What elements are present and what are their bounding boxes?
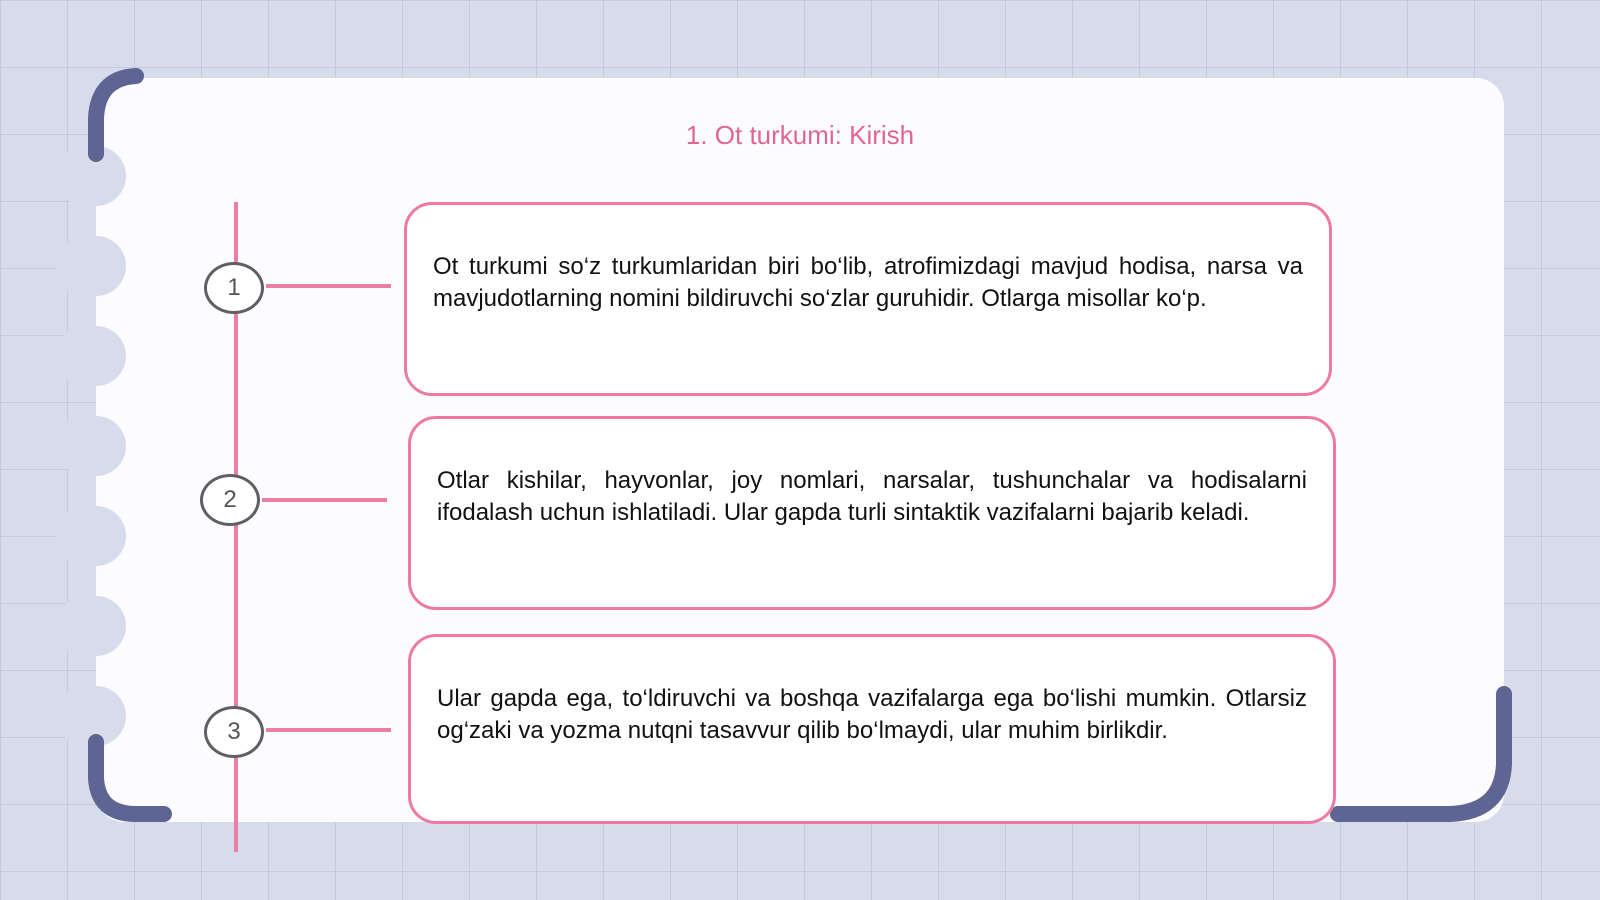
timeline-connector <box>262 498 387 502</box>
step-text: Ot turkumi so‘z turkumlaridan biri bo‘lib, atrofimizdagi mavjud hodisa, narsa va mavjudotlarning nomini bildiruvchi so‘zlar guruhidir. Otlarga misollar ko‘p. <box>433 253 1303 312</box>
step-card <box>408 634 1336 824</box>
step-text: Otlar kishilar, hayvonlar, joy nomlari, narsalar, tushunchalar va hodisalarni ifodalash uchun ishlatiladi. Ular gapda turli sintaktik vazifalarni bajarib keladi. <box>437 467 1307 526</box>
paper-notch <box>56 236 126 296</box>
corner-bracket-bottom-right <box>1330 684 1520 830</box>
paper-notch <box>56 416 126 476</box>
paper-notch <box>56 326 126 386</box>
corner-bracket-bottom-left <box>80 734 180 830</box>
slide-title: 1. Ot turkumi: Kirish <box>685 120 915 150</box>
step-card <box>404 202 1332 396</box>
step-number-circle: 2 <box>200 474 260 526</box>
step-number-circle: 3 <box>204 706 264 758</box>
step-card <box>408 416 1336 610</box>
timeline-connector <box>266 284 391 288</box>
step-text: Ular gapda ega, to‘ldiruvchi va boshqa vazifalarga ega bo‘lishi mumkin. Otlarsiz og‘zaki va yozma nutqni tasavvur qilib bo‘lmaydi, ular muhim birlikdir. <box>437 685 1307 744</box>
timeline-connector <box>266 728 391 732</box>
paper-notch <box>56 506 126 566</box>
paper-notch <box>56 596 126 656</box>
step-number-circle: 1 <box>204 262 264 314</box>
